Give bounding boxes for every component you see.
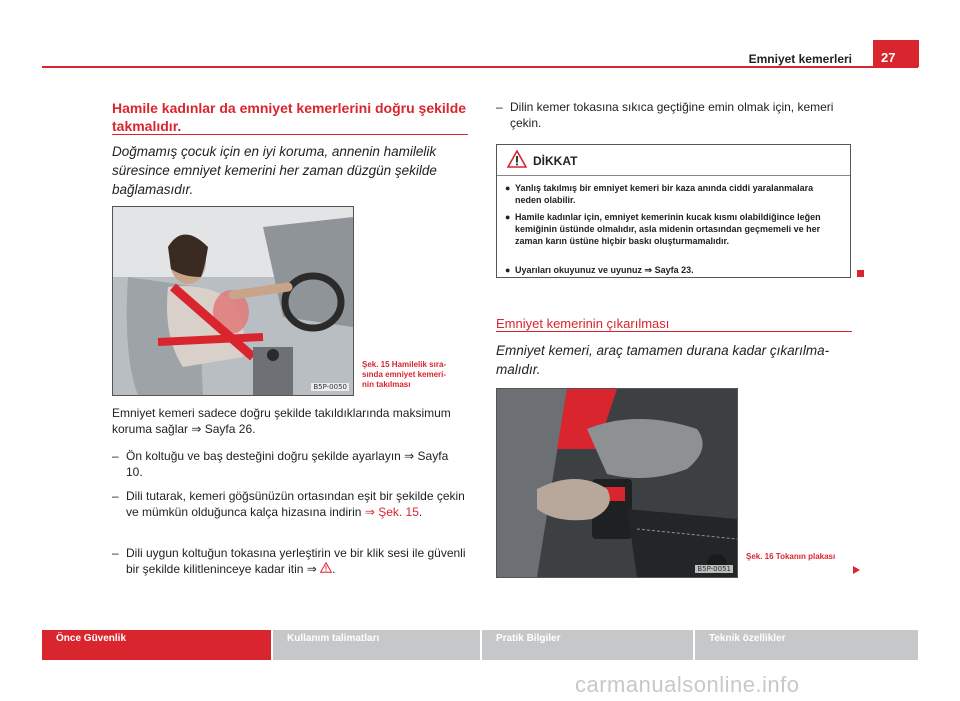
dash-marker: – [496,100,503,114]
instruction-text: Dili tutarak, kemeri göğsünüzün ortasından eşit bir şekilde çekin ve mümkün olduğunca kalça hizasına indirin [126,489,465,519]
instruction-text: Dilin kemer tokasına sıkıca geçtiğine emin olmak için, kemeri çekin. [510,100,834,130]
figure-caption: Şek. 15 Hamilelik sırasında emniyet kemerinin takılması [362,360,447,389]
warning-item [505,264,840,276]
instruction-text-wrap [126,545,468,577]
dash-marker: – [112,489,119,503]
body-paragraph: Emniyet kemeri sadece doğru şekilde takıldıklarında maksimum koruma sağlar ⇒ Sayfa 26. [112,406,451,436]
illustration-buckle-hand [497,389,737,577]
tab-operating-instructions[interactable]: Kullanım talimatları [273,630,480,660]
figure-caption: Şek. 16 Tokanın plakası [746,552,836,561]
tab-technical-specs[interactable]: Teknik özellikler [695,630,918,660]
lead-text: Emniyet kemeri, araç tamamen durana kadar çıkarılmamalıdır. [496,343,830,377]
warning-box [496,144,851,278]
illustration-pregnant-driver [113,207,353,395]
warning-triangle-icon [507,150,527,168]
warning-item [505,211,840,247]
section-heading: Hamile kadınlar da emniyet kemerlerini doğru şekilde takmalıdır. [112,100,467,134]
bullet-icon: ● [505,212,511,222]
warning-text: Yanlış takılmış bir emniyet kemeri bir kaza anında ciddi yaralanmalara neden olabilir. [515,183,814,205]
heading-rule [112,134,468,135]
warning-text: Hamile kadınlar için, emniyet kemerinin kucak kısmı olabildiğince leğen kemiğinin üstünde olmalıdır, asla midenin ortasından geçmemeli ve her zaman karın üstüne hiçbir baskı oluşturmamalıdır. [515,212,821,246]
figure-pregnant-seatbelt [112,206,354,396]
subsection-heading: Emniyet kemerinin çıkarılması [496,316,670,331]
heading-rule [496,331,852,332]
instruction-tail: . [418,505,423,519]
warning-text[interactable]: Uyarıları okuyunuz ve uyunuz ⇒ Sayfa 23. [515,265,694,275]
section-title: Emniyet kemerleri [748,52,852,66]
bullet-icon: ● [505,265,511,275]
page-number: 27 [873,40,919,67]
bullet-icon: ● [505,183,511,193]
dash-marker: – [112,546,119,560]
instruction-item [112,488,468,520]
instruction-item [496,99,852,131]
tab-safety-first[interactable]: Önce Güvenlik [42,630,271,660]
dash-marker: – [112,449,119,463]
end-marker [857,270,864,277]
warning-item [505,182,840,206]
instruction-tail: . [332,562,336,576]
instruction-text-wrap [126,488,468,520]
continue-arrow-icon[interactable] [853,566,860,574]
watermark: carmanualsonline.info [575,672,800,697]
warning-header [497,145,850,176]
instruction-text: Ön koltuğu ve baş desteğini doğru şekilde ayarlayın ⇒ Sayfa 10. [126,449,449,479]
figure-code: B5P-0050 [313,383,347,391]
tab-practical-info[interactable]: Pratik Bilgiler [482,630,693,660]
lead-text: Doğmamış çocuk için en iyi koruma, annenin hamilelik süresince emniyet kemerini her zaman düzgün şekilde bağlamasıdır. [112,144,437,197]
figure-buckle-release [496,388,738,578]
instruction-text: Dili uygun koltuğun tokasına yerleştirin ve bir klik sesi ile güvenli bir şekilde kilitleninceye kadar itin ⇒ [126,546,466,576]
figure-code: B5P-0051 [697,565,731,573]
figure-reference-link[interactable]: ⇒ Şek. 15 [364,505,419,519]
warning-triangle-icon[interactable] [320,562,332,573]
instruction-item [112,545,468,577]
header-rule [42,66,918,68]
warning-title: DİKKAT [533,154,578,168]
instruction-item [112,448,468,480]
